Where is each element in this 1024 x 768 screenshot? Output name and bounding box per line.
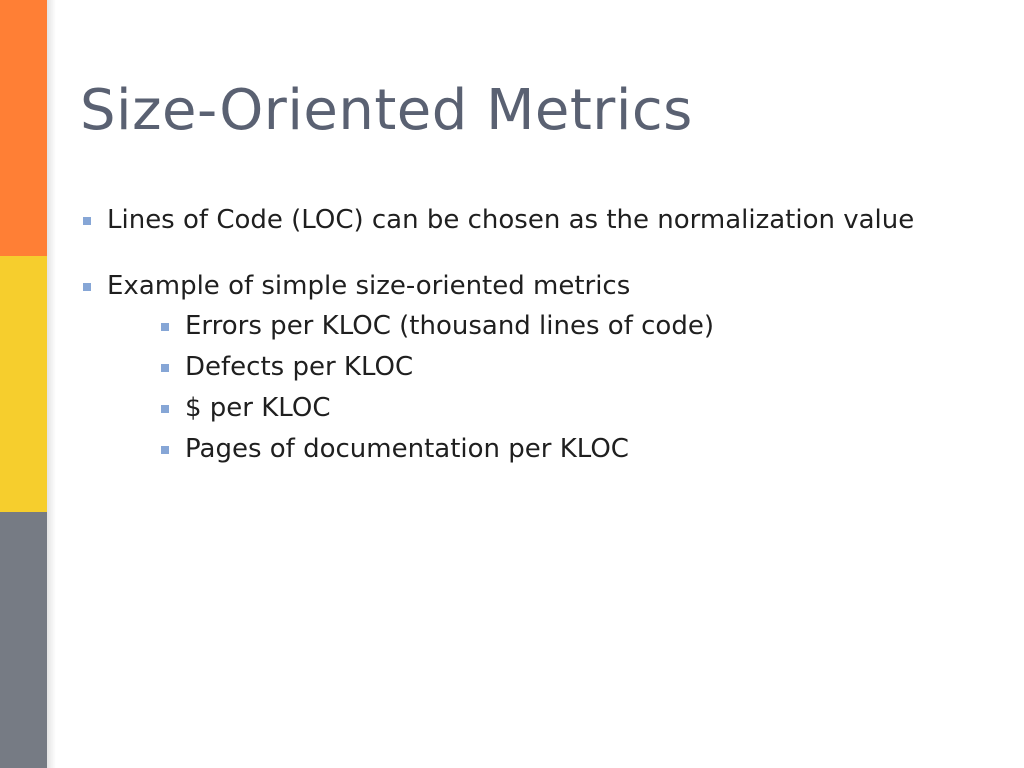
bullet-square-icon	[83, 217, 91, 225]
sub-bullet-item	[107, 393, 960, 424]
accent-bar	[0, 0, 47, 768]
sub-bullet-square-icon	[161, 364, 169, 372]
sub-bullet-square-icon	[161, 446, 169, 454]
sub-bullet-text: Errors per KLOC (thousand lines of code)	[185, 311, 714, 341]
bullet-item	[80, 271, 960, 465]
accent-segment-yellow	[0, 256, 47, 512]
accent-bar-shadow	[47, 0, 56, 768]
sub-bullet-item	[107, 311, 960, 342]
bullet-square-icon	[83, 283, 91, 291]
accent-segment-gray	[0, 512, 47, 768]
sub-bullet-text: $ per KLOC	[185, 393, 331, 423]
sub-bullet-list	[107, 311, 960, 465]
accent-segment-orange	[0, 0, 47, 256]
sub-bullet-text: Defects per KLOC	[185, 352, 414, 382]
bullet-list	[80, 205, 960, 465]
bullet-text: Lines of Code (LOC) can be chosen as the normalization value	[107, 205, 915, 235]
slide-title: Size-Oriented Metrics	[80, 78, 693, 143]
bullet-text: Example of simple size-oriented metrics	[107, 271, 631, 301]
sub-bullet-text: Pages of documentation per KLOC	[185, 434, 629, 464]
bullet-item	[80, 205, 960, 236]
sub-bullet-square-icon	[161, 323, 169, 331]
sub-bullet-square-icon	[161, 405, 169, 413]
sub-bullet-item	[107, 352, 960, 383]
sub-bullet-item	[107, 434, 960, 465]
